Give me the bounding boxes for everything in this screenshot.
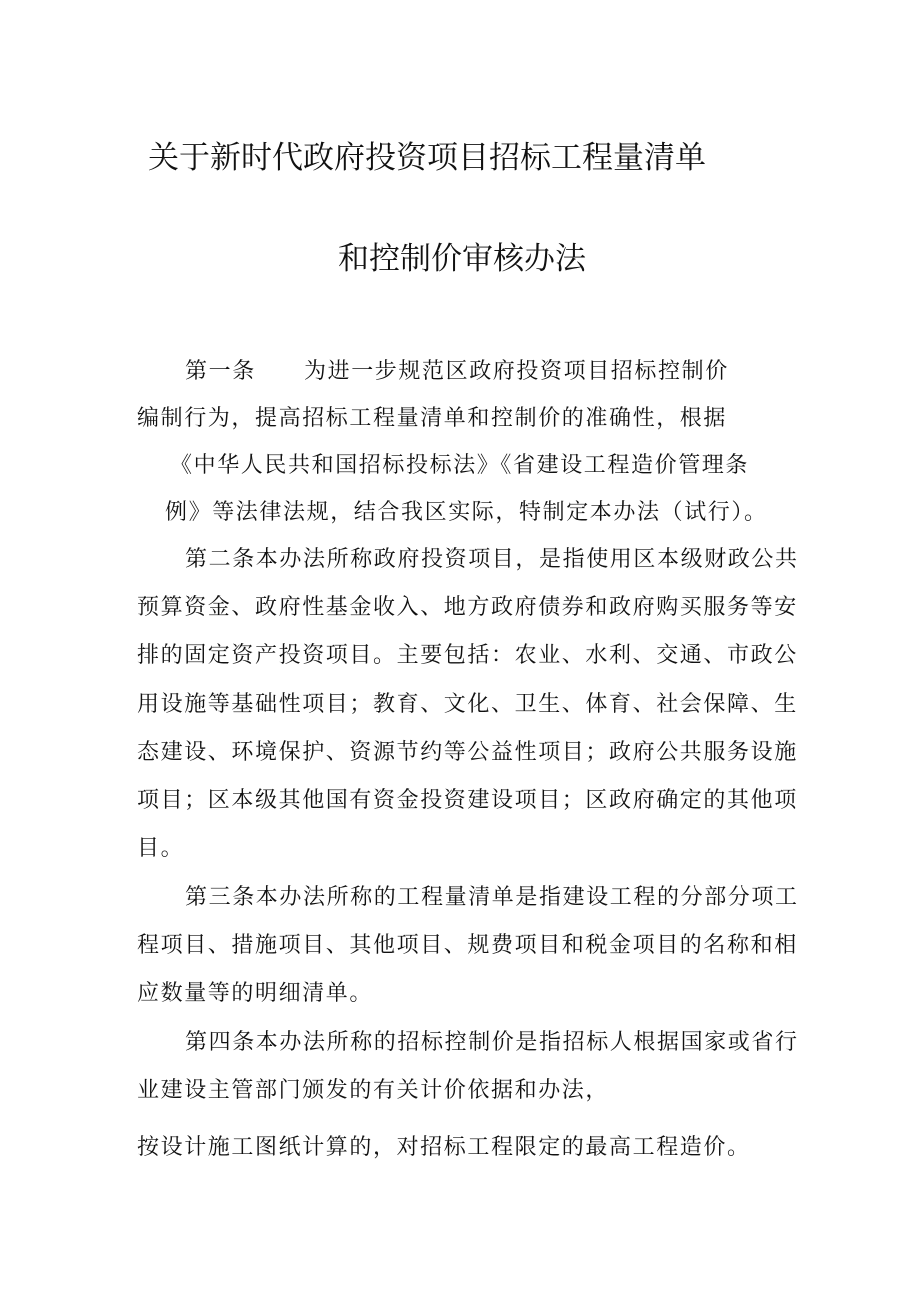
article-3-line-2: 程项目、措施项目、其他项目、规费项目和税金项目的名称和相 (137, 933, 798, 958)
article-4-line-3: 按设计施工图纸计算的，对招标工程限定的最高工程造价。 (137, 1135, 751, 1160)
article-3-line-1: 第三条本办法所称的工程量清单是指建设工程的分部分项工 (185, 885, 799, 910)
article-1-line-3: 《中华人民共和国招标投标法》《省建设工程造价管理条 (170, 453, 750, 478)
article-2-line-6: 项目；区本级其他国有资金投资建设项目；区政府确定的其他项 (137, 788, 798, 813)
article-1-line-1: 为进一步规范区政府投资项目招标控制价 (304, 359, 729, 384)
article-2-line-1: 第二条本办法所称政府投资项目，是指使用区本级财政公共 (185, 547, 799, 572)
article-1-label: 第一条 (185, 359, 256, 384)
article-2-line-5: 态建设、环境保护、资源节约等公益性项目；政府公共服务设施 (137, 740, 798, 765)
article-2-line-7: 目。 (137, 836, 185, 861)
article-4-line-2: 业建设主管部门颁发的有关计价依据和办法， (137, 1078, 610, 1103)
article-2-line-2: 预算资金、政府性基金收入、地方政府债券和政府购买服务等安 (137, 595, 798, 620)
article-1-line-4: 例》等法律法规，结合我区实际，特制定本办法（试行）。 (165, 500, 768, 525)
article-2-line-4: 用设施等基础性项目；教育、文化、卫生、体育、社会保障、生 (137, 692, 798, 717)
article-1-line-2: 编制行为，提高招标工程量清单和控制价的准确性，根据 (137, 406, 728, 431)
article-2-line-3: 排的固定资产投资项目。主要包括：农业、水利、交通、市政公 (137, 643, 798, 668)
document-title-line-1: 关于新时代政府投资项目招标工程量清单 (148, 140, 706, 176)
article-4-line-1: 第四条本办法所称的招标控制价是指招标人根据国家或省行 (185, 1030, 799, 1055)
document-title-line-2: 和控制价审核办法 (338, 241, 586, 277)
article-3-line-3: 应数量等的明细清单。 (137, 981, 374, 1006)
